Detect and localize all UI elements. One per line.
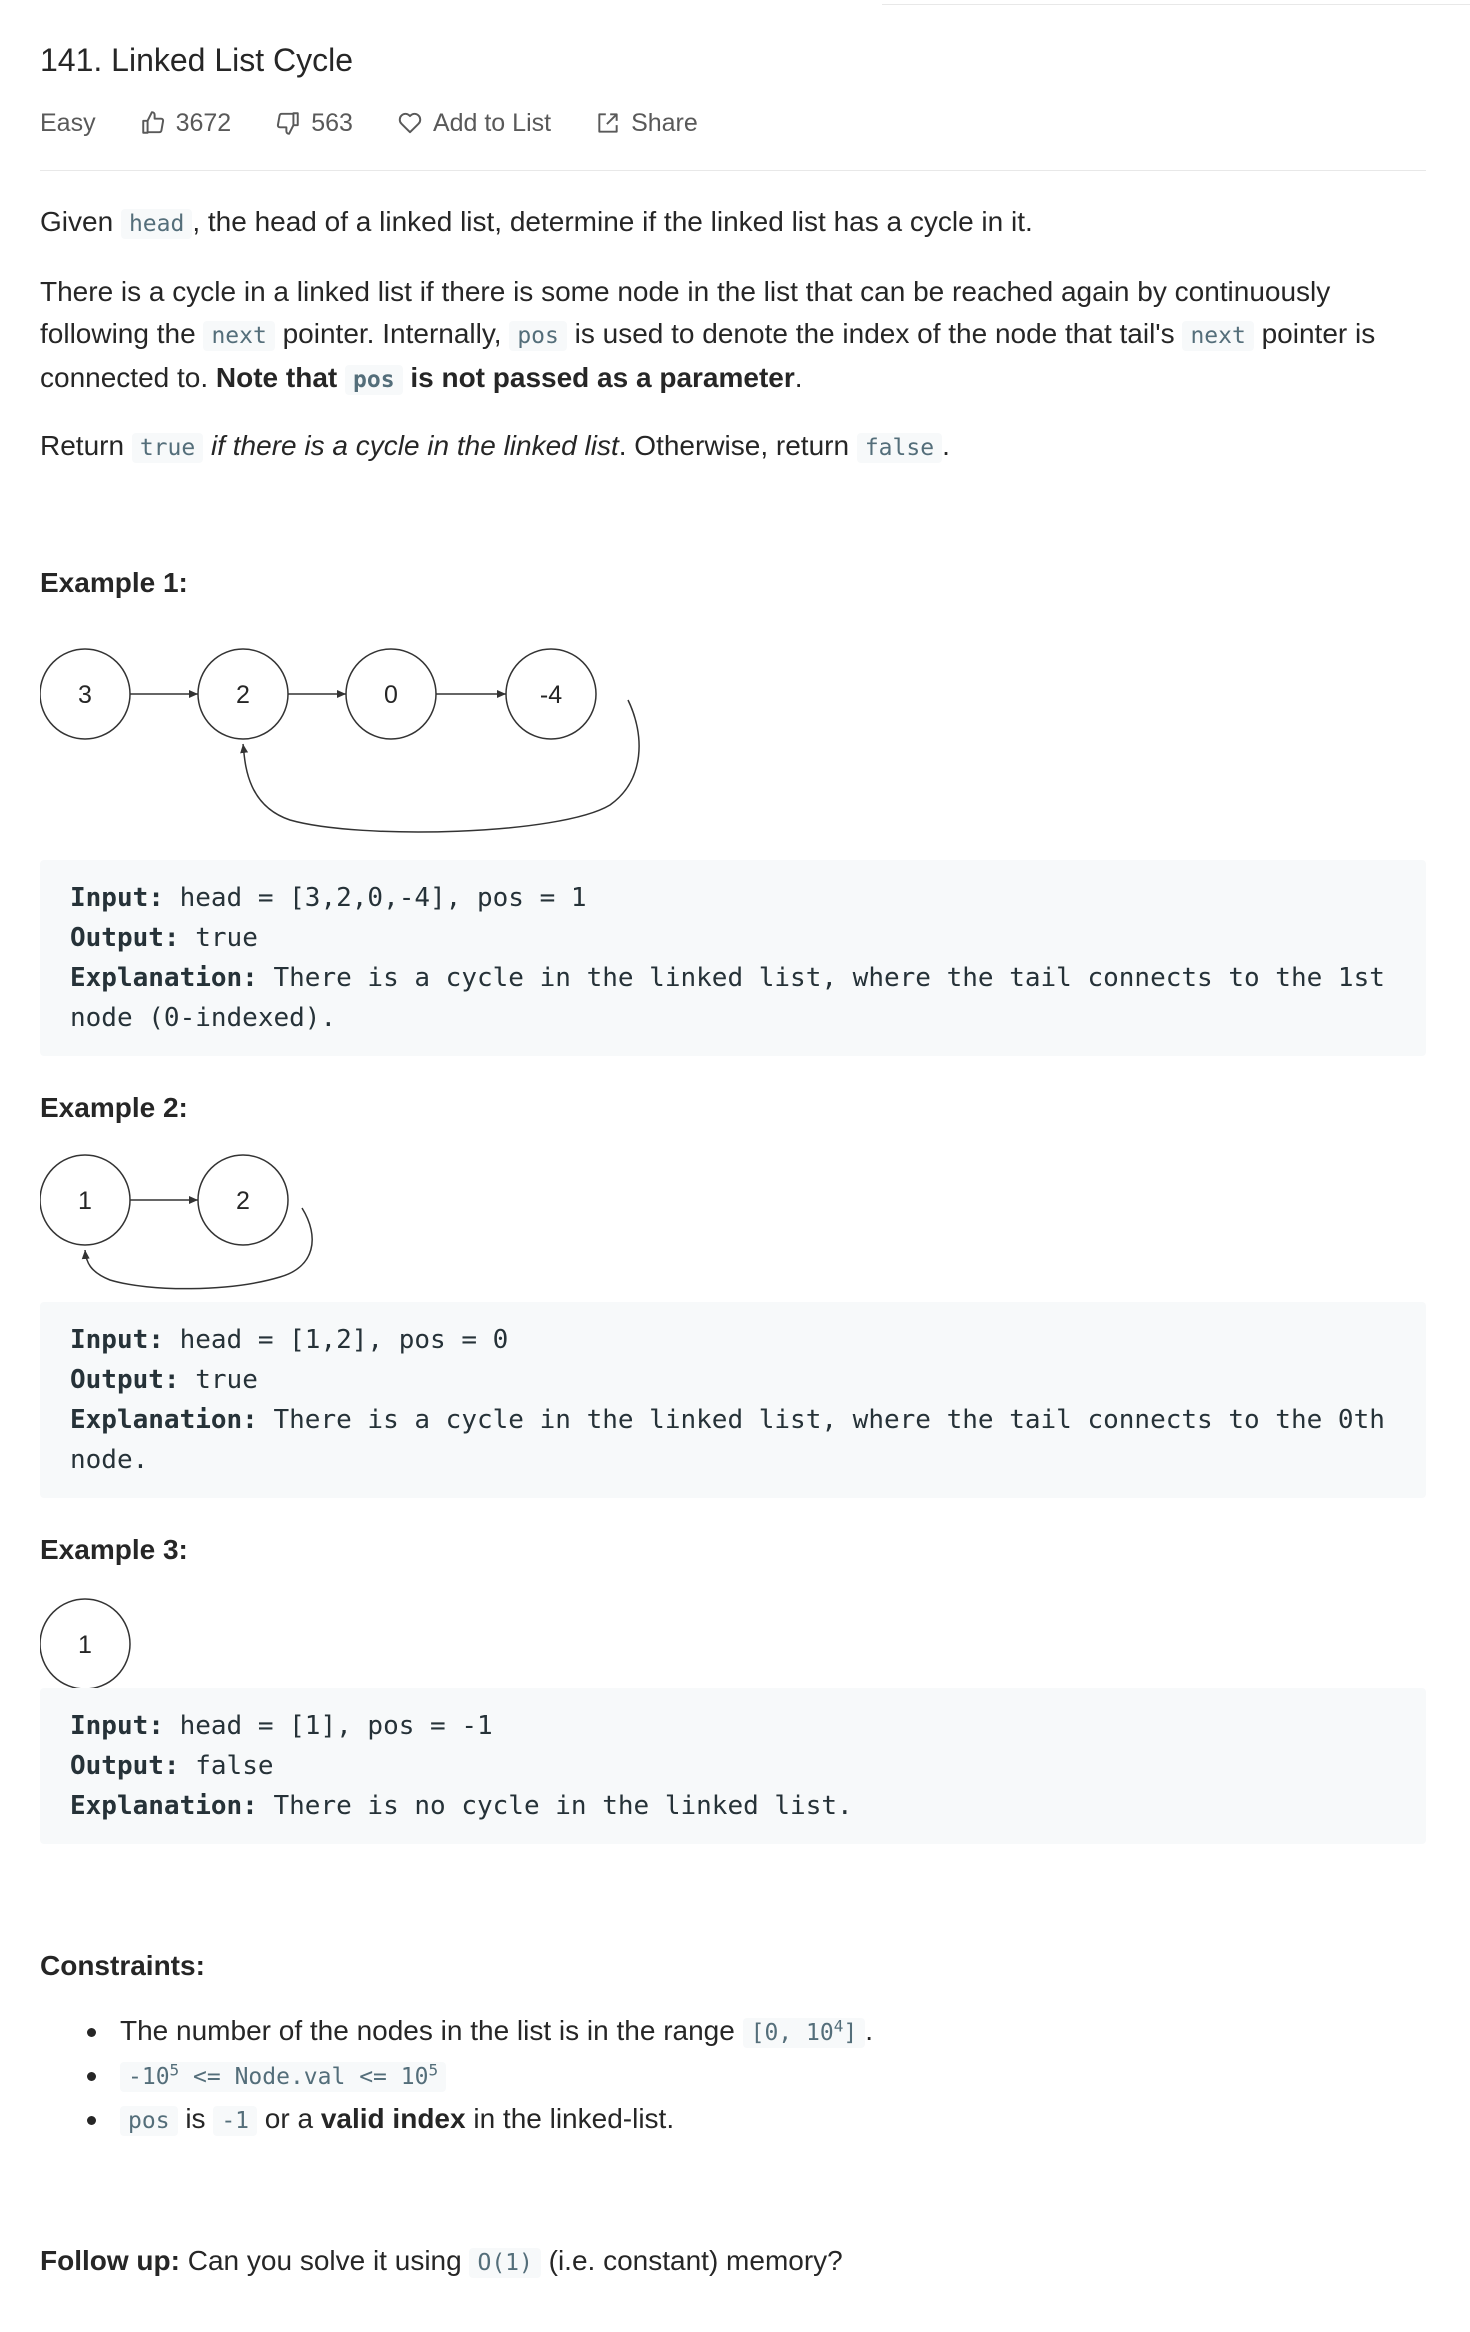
- explanation-value: There is a cycle in the linked list, where the tail connects to the 0th node.: [70, 1405, 1401, 1475]
- inline-code: -1: [213, 2106, 257, 2136]
- text: is used to denote the index of the node that tail's: [566, 318, 1183, 349]
- explanation-value: There is no cycle in the linked list.: [257, 1791, 853, 1821]
- bold-text: valid index: [320, 2103, 466, 2134]
- code-text: -10: [128, 2064, 170, 2090]
- problem-title: 141. Linked List Cycle: [40, 42, 354, 78]
- example-3-code-block: [40, 1688, 1426, 1844]
- superscript: 5: [428, 2060, 439, 2080]
- inline-code: head: [121, 209, 192, 239]
- explanation-value: There is a cycle in the linked list, where the tail connects to the 1st node (0-indexed).: [70, 963, 1401, 1033]
- follow-up-label: Follow up:: [40, 2245, 180, 2276]
- explanation-label: Explanation:: [70, 1791, 258, 1821]
- dislike-button[interactable]: [275, 109, 353, 138]
- example-1-code-block: [40, 860, 1426, 1056]
- inline-code: [743, 2018, 866, 2048]
- node-value: -4: [539, 681, 563, 709]
- share-icon: [595, 110, 621, 136]
- inline-code: false: [857, 433, 942, 463]
- list-node: [40, 1155, 130, 1245]
- text: Return: [40, 430, 132, 461]
- text: Note that: [215, 362, 346, 393]
- list-node: [40, 649, 130, 739]
- example-2-code-block: [40, 1302, 1426, 1498]
- list-node: [198, 1155, 288, 1245]
- node-value: 3: [78, 681, 92, 709]
- input-label: Input:: [70, 883, 164, 913]
- list-node: [346, 649, 436, 739]
- text: in the linked-list.: [465, 2103, 675, 2134]
- node-value: 0: [384, 681, 398, 709]
- constraint-item: [120, 2010, 1470, 2054]
- output-value: true: [179, 1365, 258, 1395]
- add-to-list-label: Add to List: [432, 108, 552, 137]
- problem-meta-bar: [40, 105, 1426, 141]
- example-3-diagram: [40, 1597, 140, 1693]
- input-value: head = [1,2], pos = 0: [163, 1325, 509, 1355]
- like-button[interactable]: [140, 109, 232, 138]
- text: pointer is connected to.: [40, 318, 1376, 393]
- inline-code: O(1): [469, 2248, 540, 2278]
- example-1-diagram: [40, 640, 660, 840]
- code-text: [0, 10: [750, 2020, 834, 2046]
- output-label: Output:: [70, 1751, 180, 1781]
- text: is: [177, 2103, 214, 2134]
- italic-text: if there is a cycle in the linked list: [203, 430, 619, 461]
- text: .: [865, 2015, 873, 2046]
- input-value: head = [1], pos = -1: [163, 1711, 493, 1741]
- description-paragraph-1: [40, 201, 1426, 245]
- code-text: ]: [843, 2020, 858, 2046]
- inline-code: pos: [345, 365, 403, 395]
- bold-note: [216, 362, 795, 393]
- share-button[interactable]: [595, 109, 698, 138]
- text: . Otherwise, return: [618, 430, 857, 461]
- node-value: 1: [78, 1187, 92, 1215]
- example-3-heading: Example 3:: [40, 1534, 188, 1565]
- example-2-diagram: [40, 1152, 380, 1302]
- constraint-item: [120, 2098, 1470, 2142]
- text: Given: [40, 206, 121, 237]
- text: There is a cycle in a linked list if there is some node in the list that can be reached again by continuously following the: [40, 276, 1331, 349]
- text: is not passed as a parameter: [402, 362, 795, 393]
- list-node: [198, 649, 288, 739]
- inline-code: next: [203, 321, 274, 351]
- text: (i.e. constant) memory?: [540, 2245, 843, 2276]
- text: The number of the nodes in the list is in the range: [120, 2015, 743, 2046]
- difficulty-label: Easy: [40, 108, 96, 137]
- output-label: Output:: [70, 1365, 180, 1395]
- inline-code: pos: [509, 321, 567, 351]
- explanation-label: Explanation:: [70, 1405, 258, 1435]
- thumbs-up-icon: [140, 110, 166, 136]
- constraint-item: [120, 2054, 1470, 2098]
- example-1-heading: Example 1:: [40, 567, 188, 598]
- text: .: [794, 362, 803, 393]
- input-label: Input:: [70, 1711, 164, 1741]
- constraints-list: [40, 2010, 1470, 2142]
- output-label: Output:: [70, 923, 180, 953]
- text: Can you solve it using: [179, 2245, 470, 2276]
- header-divider: [40, 170, 1426, 171]
- share-label: Share: [631, 108, 698, 137]
- code-text: <= Node.val <= 10: [179, 2064, 429, 2090]
- inline-code: [120, 2062, 446, 2092]
- description-paragraph-3: [40, 425, 1426, 469]
- follow-up: [40, 2240, 1426, 2284]
- output-value: true: [179, 923, 258, 953]
- inline-code: next: [1182, 321, 1253, 351]
- text: , the head of a linked list, determine if the linked list has a cycle in it.: [192, 206, 1033, 237]
- text: pointer. Internally,: [274, 318, 510, 349]
- heart-icon: [397, 110, 423, 136]
- list-node: [40, 1599, 130, 1689]
- node-value: 1: [78, 1631, 92, 1659]
- explanation-label: Explanation:: [70, 963, 258, 993]
- node-value: 2: [236, 1187, 250, 1215]
- dislike-count: 563: [311, 108, 353, 137]
- constraints-heading: Constraints:: [40, 1950, 205, 1981]
- inline-code: pos: [120, 2106, 178, 2136]
- like-count: 3672: [175, 108, 232, 137]
- node-value: 2: [236, 681, 250, 709]
- top-border: [882, 0, 1470, 5]
- example-2-heading: Example 2:: [40, 1092, 188, 1123]
- text: or a: [257, 2103, 321, 2134]
- add-to-list-button[interactable]: [397, 109, 551, 138]
- input-value: head = [3,2,0,-4], pos = 1: [163, 883, 587, 913]
- list-node: [506, 649, 596, 739]
- input-label: Input:: [70, 1325, 164, 1355]
- superscript: 4: [833, 2016, 844, 2036]
- inline-code: true: [132, 433, 203, 463]
- output-value: false: [179, 1751, 274, 1781]
- thumbs-down-icon: [275, 110, 301, 136]
- superscript: 5: [169, 2060, 180, 2080]
- description-paragraph-2: [40, 271, 1426, 401]
- text: .: [942, 430, 950, 461]
